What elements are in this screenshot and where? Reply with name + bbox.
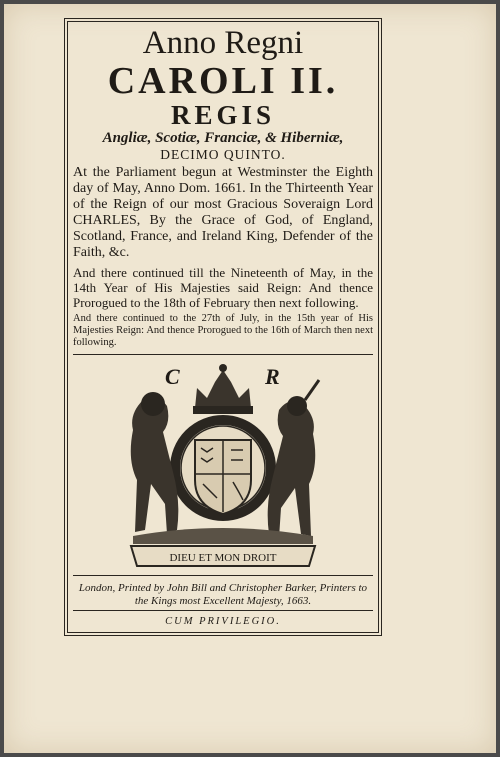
cipher-left: C: [165, 364, 180, 389]
cipher-right: R: [265, 364, 280, 389]
title-page: [4, 4, 496, 753]
prorogation-paragraph: And there continued to the 27th of July, in the 15th year of His Majesties Reign: And thence Prorogued to the 16th of March then next following.: [73, 313, 373, 348]
page-content: [73, 25, 373, 629]
crown-icon: [193, 364, 253, 414]
continuation-paragraph: And there continued till the Nineteenth of May, in the 14th Year of His Majesties said Reign: And thence Prorogued to the 18th of February then next following.: [73, 265, 373, 310]
title-caroli: CAROLI II.: [107, 60, 339, 102]
divider-rule: [73, 354, 373, 355]
shield-icon: [175, 420, 271, 516]
cum-privilegio: CUM PRIVILEGIO.: [165, 616, 281, 627]
divider-rule-2: [73, 575, 373, 576]
coat-of-arms-icon: [73, 360, 373, 570]
royal-coat-of-arms: [73, 360, 373, 570]
title-regis: REGIS: [170, 100, 276, 130]
motto-ribbon: [131, 546, 315, 566]
title-kingdoms: Angliæ, Scotiæ, Franciæ, & Hiberniæ,: [102, 130, 344, 146]
title-decimo-quinto: DECIMO QUINTO.: [160, 147, 286, 162]
imprint-text: London, Printed by John Bill and Christopher Barker, Printers to the Kings most Excellent Majesty, 1663.: [78, 582, 368, 607]
unicorn-supporter-icon: [268, 380, 319, 538]
parliament-paragraph: At the Parliament begun at Westminster the Eighth day of May, Anno Dom. 1661. In the Thirteenth Year of the Reign of our most Gracious Soveraign Lord CHARLES, By the Grace of God, of England, Scotland, France, and Ireland King, Defender of the Faith, &c.: [73, 165, 373, 260]
title-anno-regni: Anno Regni: [142, 25, 304, 61]
page-border-frame: [64, 18, 382, 636]
motto-text: DIEU ET MON DROIT: [169, 552, 277, 564]
privilege-rule: [73, 610, 373, 611]
